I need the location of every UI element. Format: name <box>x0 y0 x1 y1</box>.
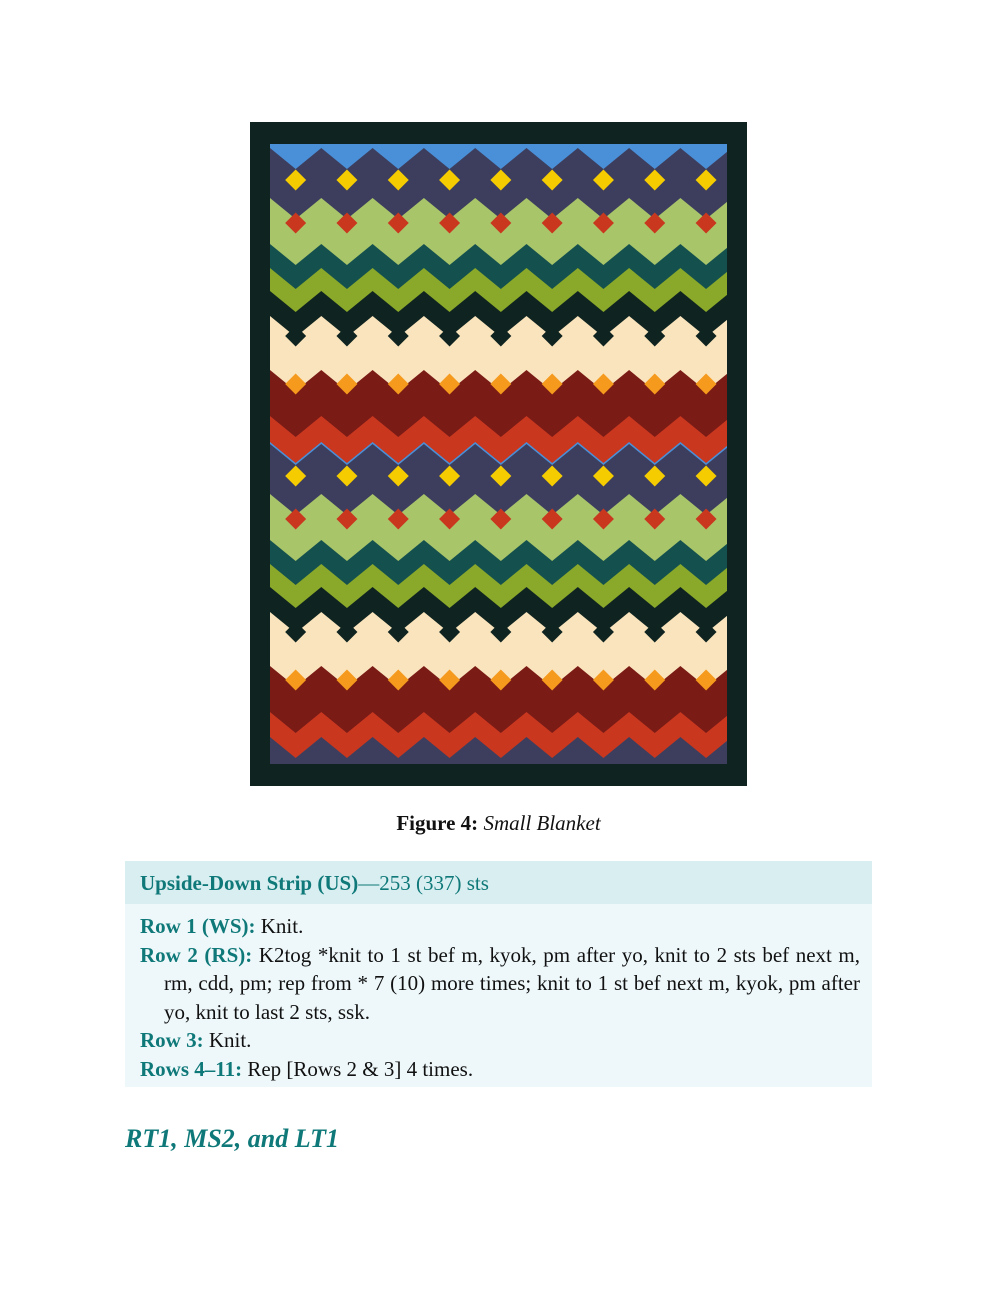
figure-title: Small Blanket <box>483 811 601 835</box>
row-label: Row 2 (RS): <box>140 942 253 967</box>
strip-title: Upside-Down Strip (US) <box>140 871 359 895</box>
figure-label: Figure 4: <box>396 811 479 835</box>
row-label: Row 1 (WS): <box>140 914 256 938</box>
row-label: Rows 4–11: <box>140 1056 243 1081</box>
row-text: Knit. <box>203 1028 252 1052</box>
figure-caption <box>0 811 997 836</box>
instruction-box-header <box>125 861 872 904</box>
instruction-box <box>125 861 872 1087</box>
row-text: Knit. <box>255 914 304 938</box>
instruction-row <box>140 941 860 1027</box>
section-heading: RT1, MS2, and LT1 <box>125 1124 340 1153</box>
row-text: Rep [Rows 2 & 3] 4 times. <box>242 1056 474 1081</box>
instruction-row <box>140 1055 860 1084</box>
instruction-row <box>140 912 860 941</box>
strip-stitch-count: —253 (337) sts <box>358 871 489 895</box>
small-blanket-figure <box>250 122 747 786</box>
row-label: Row 3: <box>140 1028 204 1052</box>
row-text: K2tog *knit to 1 st bef m, kyok, pm after yo, knit to 2 sts bef next m, rm, cdd, pm; rep from * 7 (10) more times; knit to 1 st bef next m, kyok, pm after yo, knit to last 2 sts, ssk. <box>164 942 860 1024</box>
instruction-rows <box>125 904 872 1083</box>
instruction-row <box>140 1026 860 1055</box>
blanket-pattern <box>250 144 747 786</box>
blanket-illustration <box>250 122 747 786</box>
